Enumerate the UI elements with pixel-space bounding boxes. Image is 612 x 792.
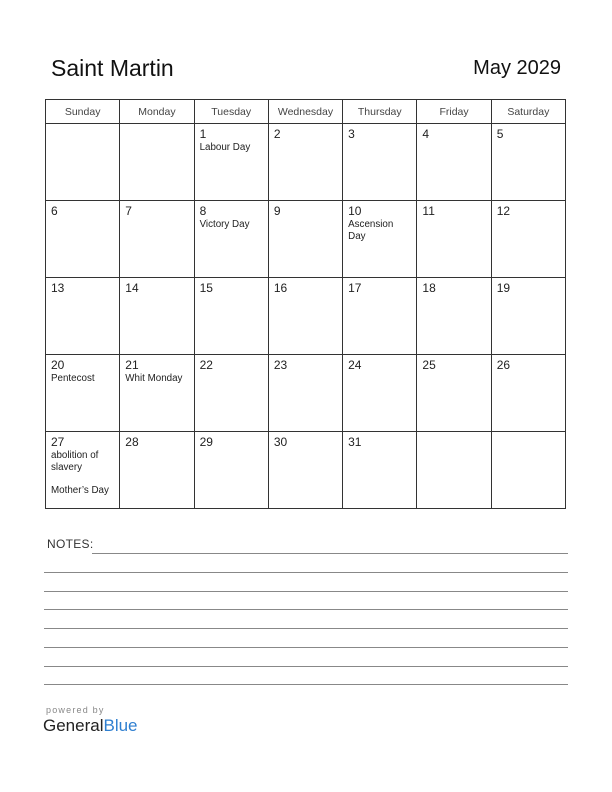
- day-number: 8: [199, 204, 207, 218]
- day-cell: [46, 432, 120, 509]
- day-cell: [491, 355, 565, 432]
- day-number: 9: [273, 204, 281, 218]
- day-number: 22: [199, 358, 213, 372]
- holiday-label: Mother’s Day: [51, 485, 109, 496]
- week-row: [46, 355, 566, 432]
- note-line: [44, 572, 568, 573]
- notes-label: NOTES:: [47, 537, 94, 551]
- powered-by-text: powered by: [46, 705, 105, 715]
- day-cell: [343, 278, 417, 355]
- day-cell: [491, 278, 565, 355]
- day-number: 25: [422, 358, 436, 372]
- day-number: 15: [199, 281, 213, 295]
- day-number: 19: [496, 281, 511, 295]
- day-cell: [194, 355, 268, 432]
- day-cell: [491, 432, 565, 509]
- day-number: 31: [348, 435, 362, 449]
- day-cell: [120, 201, 194, 278]
- day-number: 7: [125, 204, 132, 218]
- day-cell: [417, 432, 491, 509]
- day-cell: [46, 355, 120, 432]
- note-line: [44, 666, 568, 667]
- day-cell: [194, 124, 268, 201]
- day-number: 24: [348, 358, 362, 372]
- note-line: [92, 553, 568, 554]
- day-number: 1: [199, 127, 207, 141]
- day-cell: [343, 432, 417, 509]
- day-number: 26: [496, 358, 511, 372]
- day-cell: [268, 201, 342, 278]
- day-number: 14: [125, 281, 139, 295]
- day-cell: [417, 278, 491, 355]
- calendar-country-title: Saint Martin: [51, 55, 174, 81]
- note-line: [44, 628, 568, 629]
- week-row: [46, 124, 566, 201]
- weekday-header: Saturday: [491, 100, 565, 124]
- holiday-label: Labour Day: [199, 142, 251, 153]
- day-number: 29: [199, 435, 213, 449]
- weekday-header: Friday: [417, 100, 491, 124]
- day-number: 16: [273, 281, 288, 295]
- day-number: 6: [51, 204, 58, 218]
- day-cell: [343, 124, 417, 201]
- day-number: 28: [125, 435, 139, 449]
- day-cell: [46, 124, 120, 201]
- day-number: 12: [496, 204, 511, 218]
- day-cell: [120, 124, 194, 201]
- day-cell: [120, 432, 194, 509]
- day-cell: [417, 355, 491, 432]
- day-number: 23: [273, 358, 288, 372]
- day-number: 18: [422, 281, 436, 295]
- calendar-month-title: May 2029: [473, 57, 561, 79]
- day-cell: [194, 278, 268, 355]
- day-number: 30: [273, 435, 288, 449]
- day-number: 13: [51, 281, 65, 295]
- holiday-label: Whit Monday: [125, 373, 183, 384]
- brand-general: General: [43, 716, 104, 735]
- day-number: 10: [348, 204, 362, 218]
- day-number: 2: [273, 127, 281, 141]
- weekday-header: Sunday: [46, 100, 120, 124]
- week-row: [46, 278, 566, 355]
- day-cell: [417, 201, 491, 278]
- holiday-label: Victory Day: [199, 219, 250, 230]
- day-cell: [194, 432, 268, 509]
- day-cell: [268, 432, 342, 509]
- note-line: [44, 647, 568, 648]
- note-line: [44, 684, 568, 685]
- holiday-label: Ascension Day: [348, 219, 394, 242]
- note-line: [44, 609, 568, 610]
- day-cell: [120, 355, 194, 432]
- brand-blue: Blue: [103, 716, 138, 735]
- week-row: [46, 201, 566, 278]
- note-line: [44, 591, 568, 592]
- weekday-header: Wednesday: [268, 100, 342, 124]
- day-cell: [120, 278, 194, 355]
- weekday-header-row: [46, 100, 566, 124]
- weekday-header: Monday: [120, 100, 194, 124]
- day-number: 4: [422, 127, 430, 141]
- day-number: 11: [422, 204, 435, 218]
- day-cell: [268, 355, 342, 432]
- weekday-header: Tuesday: [194, 100, 268, 124]
- day-cell: [491, 201, 565, 278]
- week-row: [46, 432, 566, 509]
- day-cell: [46, 278, 120, 355]
- day-cell: [46, 201, 120, 278]
- day-number: 20: [51, 358, 65, 372]
- day-number: 27: [51, 435, 65, 449]
- day-cell: [268, 124, 342, 201]
- generalblue-logo: [43, 716, 138, 736]
- day-number: 17: [348, 281, 362, 295]
- day-number: 3: [348, 127, 355, 141]
- holiday-label: Pentecost: [51, 373, 95, 384]
- weekday-header: Thursday: [343, 100, 417, 124]
- day-number: 21: [125, 358, 139, 372]
- day-cell: [491, 124, 565, 201]
- day-cell: [417, 124, 491, 201]
- holiday-label: abolition of slavery: [51, 450, 99, 473]
- day-cell: [343, 201, 417, 278]
- day-cell: [194, 201, 268, 278]
- calendar-grid: [45, 99, 566, 509]
- day-cell: [343, 355, 417, 432]
- day-cell: [268, 278, 342, 355]
- day-number: 5: [496, 127, 504, 141]
